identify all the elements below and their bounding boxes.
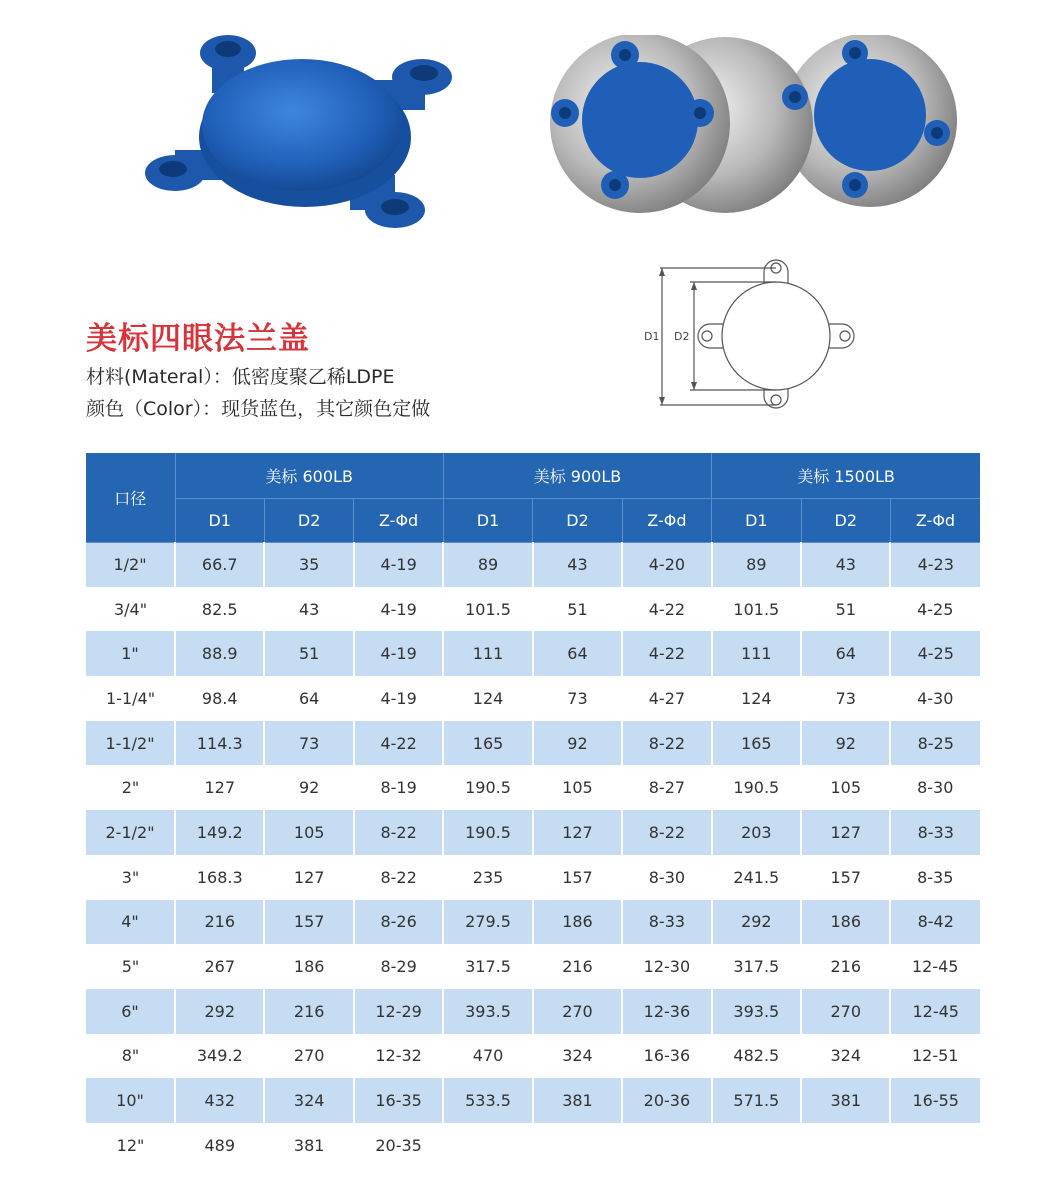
value-cell <box>801 1123 890 1168</box>
value-cell: 73 <box>533 676 622 721</box>
table-row <box>86 676 980 721</box>
value-cell: 51 <box>801 587 890 632</box>
spec-table <box>86 453 980 1168</box>
value-cell: 73 <box>264 721 353 766</box>
value-cell: 216 <box>175 900 264 945</box>
value-cell: 4-25 <box>890 631 980 676</box>
table-row <box>86 1123 980 1168</box>
value-cell: 12-30 <box>622 944 711 989</box>
value-cell: 324 <box>533 1034 622 1079</box>
value-cell: 165 <box>712 721 801 766</box>
table-row <box>86 587 980 632</box>
value-cell <box>533 1123 622 1168</box>
value-cell: 4-20 <box>622 542 711 587</box>
product-photo-flange-cap <box>140 25 460 240</box>
value-cell: 4-25 <box>890 587 980 632</box>
caliber-cell: 3" <box>86 855 175 900</box>
value-cell: 92 <box>533 721 622 766</box>
value-cell: 393.5 <box>712 989 801 1034</box>
value-cell: 349.2 <box>175 1034 264 1079</box>
value-cell: 317.5 <box>712 944 801 989</box>
value-cell: 92 <box>264 765 353 810</box>
value-cell: 92 <box>801 721 890 766</box>
value-cell: 127 <box>801 810 890 855</box>
table-row <box>86 944 980 989</box>
value-cell: 4-27 <box>622 676 711 721</box>
value-cell: 88.9 <box>175 631 264 676</box>
value-cell: 64 <box>533 631 622 676</box>
value-cell: 8-30 <box>622 855 711 900</box>
label-d2: D2 <box>674 330 690 343</box>
value-cell: 270 <box>801 989 890 1034</box>
value-cell: 12-51 <box>890 1034 980 1079</box>
value-cell: 101.5 <box>712 587 801 632</box>
caliber-cell: 4" <box>86 900 175 945</box>
value-cell: 12-45 <box>890 989 980 1034</box>
caliber-cell: 2" <box>86 765 175 810</box>
table-row <box>86 1078 980 1123</box>
value-cell: 235 <box>443 855 532 900</box>
table-row <box>86 765 980 810</box>
value-cell: 533.5 <box>443 1078 532 1123</box>
dimension-diagram <box>640 250 870 420</box>
value-cell: 114.3 <box>175 721 264 766</box>
value-cell: 489 <box>175 1123 264 1168</box>
value-cell: 216 <box>533 944 622 989</box>
value-cell: 105 <box>264 810 353 855</box>
value-cell: 64 <box>264 676 353 721</box>
table-row <box>86 900 980 945</box>
value-cell <box>890 1123 980 1168</box>
value-cell: 4-19 <box>354 542 443 587</box>
value-cell: 203 <box>712 810 801 855</box>
value-cell: 98.4 <box>175 676 264 721</box>
value-cell: 105 <box>533 765 622 810</box>
table-row <box>86 542 980 587</box>
value-cell: 157 <box>801 855 890 900</box>
header-caliber: 口径 <box>86 453 175 542</box>
sub-header-cell: D1 <box>443 498 532 542</box>
value-cell: 8-33 <box>890 810 980 855</box>
value-cell: 4-19 <box>354 587 443 632</box>
value-cell: 8-35 <box>890 855 980 900</box>
value-cell: 51 <box>264 631 353 676</box>
value-cell: 157 <box>264 900 353 945</box>
table-row <box>86 631 980 676</box>
value-cell: 127 <box>533 810 622 855</box>
value-cell: 4-22 <box>622 587 711 632</box>
value-cell <box>712 1123 801 1168</box>
value-cell: 4-19 <box>354 676 443 721</box>
caliber-cell: 1-1/2" <box>86 721 175 766</box>
sub-header-cell: D1 <box>712 498 801 542</box>
value-cell: 241.5 <box>712 855 801 900</box>
value-cell: 8-42 <box>890 900 980 945</box>
dimension-drawing <box>640 250 870 420</box>
value-cell: 470 <box>443 1034 532 1079</box>
value-cell: 8-29 <box>354 944 443 989</box>
value-cell: 111 <box>443 631 532 676</box>
value-cell: 8-26 <box>354 900 443 945</box>
value-cell: 324 <box>801 1034 890 1079</box>
value-cell: 16-35 <box>354 1078 443 1123</box>
value-cell: 190.5 <box>712 765 801 810</box>
table-row <box>86 810 980 855</box>
value-cell: 16-36 <box>622 1034 711 1079</box>
value-cell: 186 <box>801 900 890 945</box>
value-cell: 8-22 <box>354 855 443 900</box>
material-line: 材料(Materal）：低密度聚乙稀LDPE <box>86 366 395 388</box>
value-cell: 89 <box>443 542 532 587</box>
value-cell: 482.5 <box>712 1034 801 1079</box>
table-row <box>86 1034 980 1079</box>
value-cell: 270 <box>533 989 622 1034</box>
caliber-cell: 1-1/4" <box>86 676 175 721</box>
value-cell: 8-22 <box>622 721 711 766</box>
sub-header-cell: D2 <box>801 498 890 542</box>
value-cell: 381 <box>801 1078 890 1123</box>
value-cell: 127 <box>175 765 264 810</box>
value-cell: 190.5 <box>443 810 532 855</box>
value-cell: 12-45 <box>890 944 980 989</box>
value-cell: 8-25 <box>890 721 980 766</box>
caliber-cell: 5" <box>86 944 175 989</box>
header-group-900lb: 美标 900LB <box>443 453 711 498</box>
mounted-caps-illustration <box>545 35 960 215</box>
value-cell: 4-23 <box>890 542 980 587</box>
caliber-cell: 3/4" <box>86 587 175 632</box>
sub-header-cell: Z-Φd <box>890 498 980 542</box>
sub-header-cell: Z-Φd <box>622 498 711 542</box>
value-cell: 12-29 <box>354 989 443 1034</box>
value-cell: 8-19 <box>354 765 443 810</box>
value-cell: 124 <box>443 676 532 721</box>
value-cell: 186 <box>533 900 622 945</box>
value-cell: 16-55 <box>890 1078 980 1123</box>
caliber-cell: 2-1/2" <box>86 810 175 855</box>
value-cell: 8-33 <box>622 900 711 945</box>
value-cell: 127 <box>264 855 353 900</box>
value-cell: 317.5 <box>443 944 532 989</box>
value-cell <box>443 1123 532 1168</box>
value-cell: 82.5 <box>175 587 264 632</box>
value-cell: 111 <box>712 631 801 676</box>
value-cell: 101.5 <box>443 587 532 632</box>
value-cell: 89 <box>712 542 801 587</box>
sub-header-cell: Z-Φd <box>354 498 443 542</box>
value-cell: 20-35 <box>354 1123 443 1168</box>
value-cell: 105 <box>801 765 890 810</box>
value-cell: 216 <box>264 989 353 1034</box>
color-line: 颜色（Color）：现货蓝色，其它颜色定做 <box>86 398 431 420</box>
value-cell <box>622 1123 711 1168</box>
caliber-cell: 8" <box>86 1034 175 1079</box>
value-cell: 8-27 <box>622 765 711 810</box>
value-cell: 51 <box>533 587 622 632</box>
value-cell: 4-22 <box>354 721 443 766</box>
value-cell: 35 <box>264 542 353 587</box>
value-cell: 165 <box>443 721 532 766</box>
value-cell: 324 <box>264 1078 353 1123</box>
value-cell: 381 <box>533 1078 622 1123</box>
caliber-cell: 1/2" <box>86 542 175 587</box>
value-cell: 12-32 <box>354 1034 443 1079</box>
value-cell: 381 <box>264 1123 353 1168</box>
value-cell: 73 <box>801 676 890 721</box>
value-cell: 149.2 <box>175 810 264 855</box>
value-cell: 66.7 <box>175 542 264 587</box>
value-cell: 12-36 <box>622 989 711 1034</box>
caliber-cell: 12" <box>86 1123 175 1168</box>
sub-header-cell: D2 <box>533 498 622 542</box>
value-cell: 186 <box>264 944 353 989</box>
caliber-cell: 10" <box>86 1078 175 1123</box>
table-row <box>86 989 980 1034</box>
value-cell: 4-19 <box>354 631 443 676</box>
value-cell: 124 <box>712 676 801 721</box>
value-cell: 432 <box>175 1078 264 1123</box>
value-cell: 8-22 <box>622 810 711 855</box>
value-cell: 216 <box>801 944 890 989</box>
table-row <box>86 855 980 900</box>
page-title: 美标四眼法兰盖 <box>86 321 310 357</box>
value-cell: 292 <box>712 900 801 945</box>
value-cell: 4-30 <box>890 676 980 721</box>
table-row <box>86 721 980 766</box>
value-cell: 4-22 <box>622 631 711 676</box>
value-cell: 571.5 <box>712 1078 801 1123</box>
value-cell: 43 <box>264 587 353 632</box>
value-cell: 393.5 <box>443 989 532 1034</box>
caliber-cell: 1" <box>86 631 175 676</box>
header-group-600lb: 美标 600LB <box>175 453 443 498</box>
value-cell: 168.3 <box>175 855 264 900</box>
header-group-1500lb: 美标 1500LB <box>712 453 980 498</box>
value-cell: 292 <box>175 989 264 1034</box>
value-cell: 267 <box>175 944 264 989</box>
value-cell: 279.5 <box>443 900 532 945</box>
value-cell: 43 <box>533 542 622 587</box>
flange-cap-illustration <box>140 25 460 240</box>
value-cell: 190.5 <box>443 765 532 810</box>
label-d1: D1 <box>644 330 660 343</box>
value-cell: 270 <box>264 1034 353 1079</box>
value-cell: 8-22 <box>354 810 443 855</box>
caliber-cell: 6" <box>86 989 175 1034</box>
value-cell: 157 <box>533 855 622 900</box>
sub-header-cell: D2 <box>264 498 353 542</box>
value-cell: 64 <box>801 631 890 676</box>
value-cell: 20-36 <box>622 1078 711 1123</box>
sub-header-cell: D1 <box>175 498 264 542</box>
product-photo-mounted-caps <box>545 35 960 215</box>
value-cell: 43 <box>801 542 890 587</box>
value-cell: 8-30 <box>890 765 980 810</box>
